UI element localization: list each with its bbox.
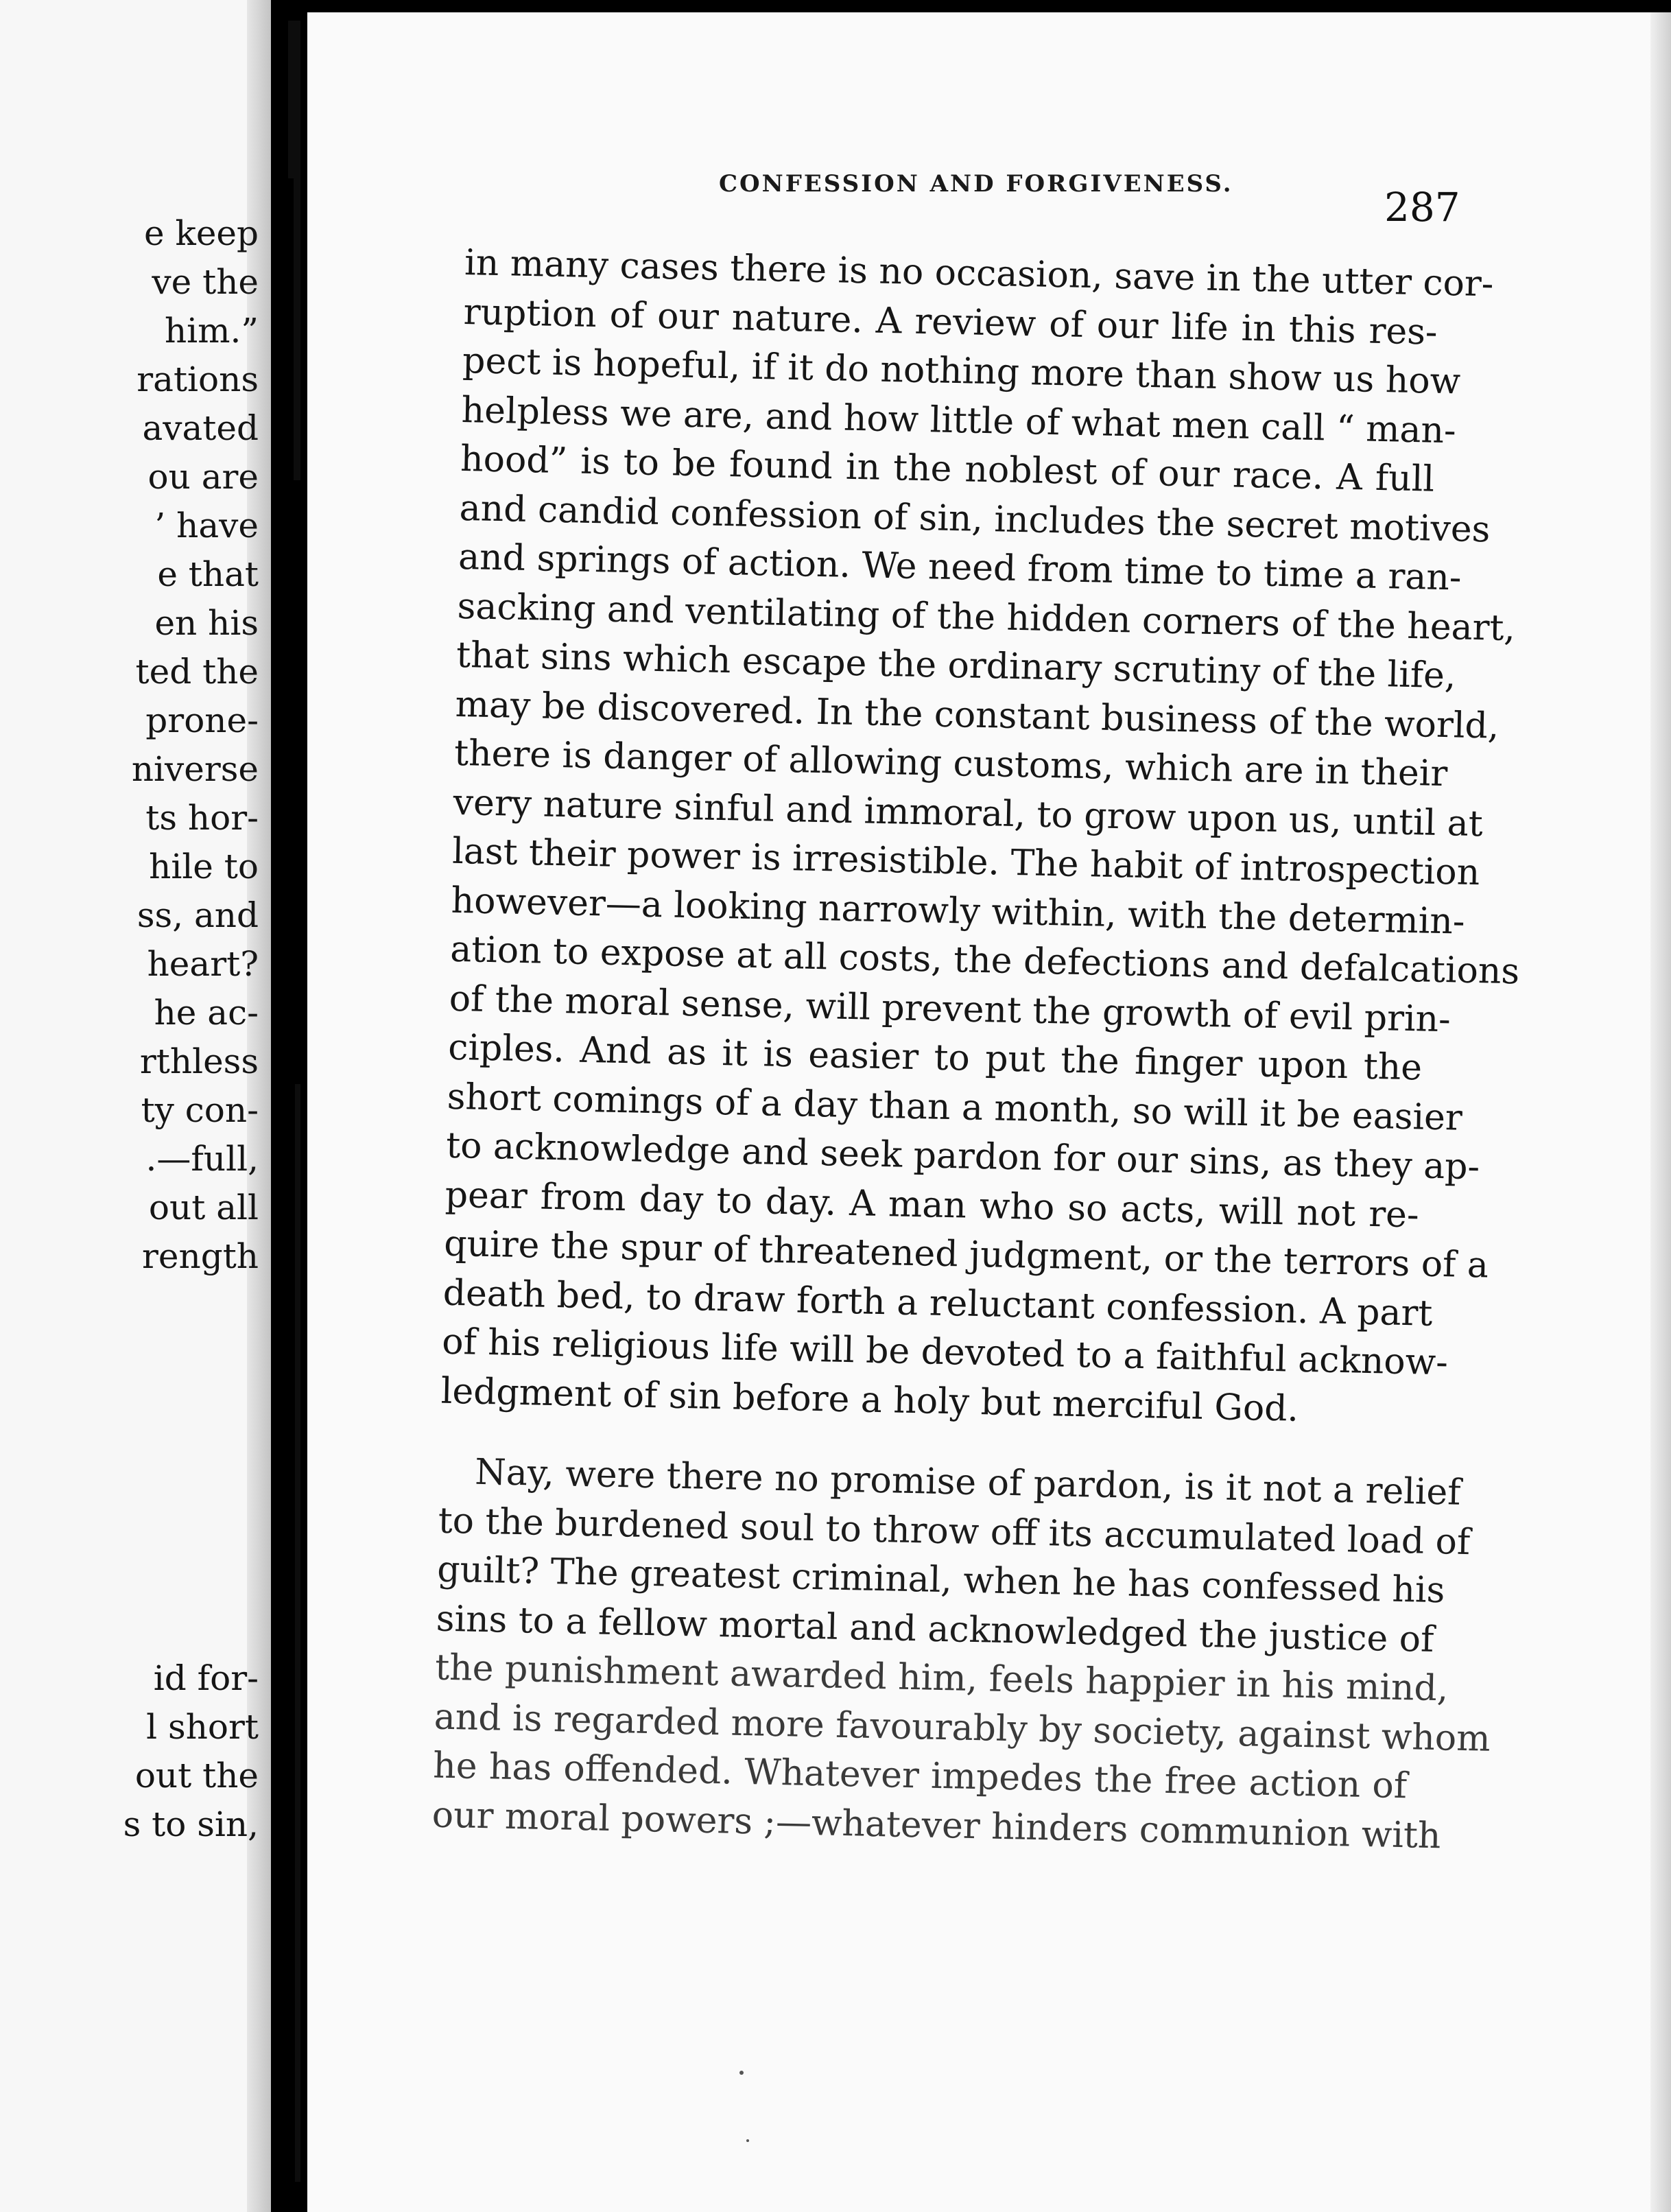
previous-page-line: rthless [139, 1042, 259, 1081]
text-line: ciples. And as it is easier to put the finger upon the [447, 1026, 1423, 1089]
previous-page-line: en his [154, 603, 259, 643]
text-line: however—a looking narrowly within, with the determin- [451, 880, 1466, 943]
text-line: and springs of action. We need from time to time a ran- [458, 536, 1462, 599]
binding-fold-mark [295, 1084, 300, 2182]
text-line: may be discovered. In the constant business of the world, [455, 683, 1500, 747]
text-line: last their power is irresistible. The habit of introspection [451, 830, 1480, 894]
text-line: pect is hopeful, if it do nothing more than show us how [462, 340, 1461, 403]
text-line: our moral powers ;—whatever hinders communion with [431, 1794, 1441, 1857]
page-number: 287 [1384, 184, 1460, 231]
text-line: to acknowledge and seek pardon for our sins, as they ap- [445, 1125, 1480, 1188]
paragraph-2 [431, 1448, 1491, 1861]
paragraph-1 [440, 239, 1520, 1436]
text-line: Nay, were there no promise of pardon, is it not a relief [474, 1451, 1462, 1514]
binding-fold-mark [294, 178, 300, 480]
text-line: to the burdened soul to throw off its accumulated load of [438, 1500, 1471, 1563]
previous-page-line: ve the [152, 262, 259, 302]
running-head: CONFESSION AND FORGIVENESS. [719, 170, 1233, 198]
page-body-text [431, 239, 1520, 1860]
previous-page-line: .—full, [145, 1139, 259, 1179]
text-line: there is danger of allowing customs, which are in their [453, 732, 1448, 795]
previous-page-line: prone- [145, 701, 259, 740]
text-line: helpless we are, and how little of what men call “ man- [461, 389, 1457, 451]
text-line: pear from day to day. A man who so acts, will not re- [445, 1174, 1420, 1236]
text-line: ation to expose at all costs, the defections and defalcations [449, 928, 1520, 993]
previous-page-line: ’ have [154, 506, 259, 545]
text-line: sacking and ventilating of the hidden corners of the heart, [457, 585, 1516, 649]
text-line: very nature sinful and immoral, to grow upon us, until at [453, 781, 1484, 845]
text-line: ledgment of sin before a holy but merciful God. [440, 1370, 1299, 1430]
previous-page-line: ss, and [137, 895, 259, 935]
text-line: of his religious life will be devoted to a faithful acknow- [441, 1321, 1449, 1384]
previous-page-line: s to sin, [123, 1804, 259, 1844]
previous-page-line: out all [148, 1188, 259, 1227]
text-line: sins to a fellow mortal and acknowledged the justice of [436, 1598, 1434, 1660]
previous-page-line: him.” [164, 311, 259, 351]
previous-page-line: ted the [135, 652, 259, 692]
scan-speck [739, 2071, 744, 2075]
scan-speck [746, 2139, 749, 2142]
text-line: he has offended. Whatever impedes the free action of [432, 1745, 1408, 1807]
text-line: in many cases there is no occasion, save in the utter cor- [464, 242, 1494, 305]
text-line: of the moral sense, will prevent the growth of evil prin- [449, 978, 1451, 1040]
previous-page-fragment [0, 0, 271, 2212]
text-line: hood” is to be found in the noblest of our race. A full [460, 438, 1435, 500]
text-line: ruption of our nature. A review of our life in this res- [463, 291, 1438, 353]
text-line: and candid confession of sin, includes the secret motives [459, 487, 1491, 550]
previous-page-line: avated [142, 408, 259, 448]
previous-page-text-top [132, 209, 259, 1281]
binding-fold-mark [288, 21, 300, 178]
previous-page-line: id for- [153, 1658, 259, 1698]
previous-page-line: he ac- [154, 993, 259, 1033]
page-edge-shadow [1650, 12, 1671, 2212]
text-line: the punishment awarded him, feels happier in his mind, [434, 1647, 1449, 1710]
text-line: guilt? The greatest criminal, when he has confessed his [436, 1549, 1445, 1612]
previous-page-line: ts hor- [145, 798, 259, 838]
previous-page-line: rength [142, 1236, 259, 1276]
previous-page-text-bottom [123, 1654, 259, 1849]
previous-page-line: e keep [144, 213, 259, 253]
previous-page-line: l short [146, 1707, 259, 1747]
text-line: quire the spur of threatened judgment, or the terrors of a [443, 1223, 1489, 1286]
previous-page-line: heart? [147, 944, 259, 984]
previous-page-line: rations [137, 360, 259, 399]
previous-page-line: ty con- [141, 1090, 259, 1130]
text-line: short comings of a day than a month, so will it be easier [447, 1076, 1463, 1139]
previous-page-line: niverse [131, 749, 259, 789]
previous-page-line: ou are [147, 457, 259, 497]
previous-page-line: hile to [149, 847, 259, 886]
text-line: death bed, to draw forth a reluctant confession. A part [442, 1272, 1433, 1334]
previous-page-line: out the [134, 1756, 259, 1796]
text-line: that sins which escape the ordinary scrutiny of the life, [455, 634, 1457, 697]
text-line: and is regarded more favourably by society, against whom [434, 1696, 1491, 1760]
previous-page-line: e that [157, 554, 259, 594]
current-page [307, 12, 1671, 2212]
